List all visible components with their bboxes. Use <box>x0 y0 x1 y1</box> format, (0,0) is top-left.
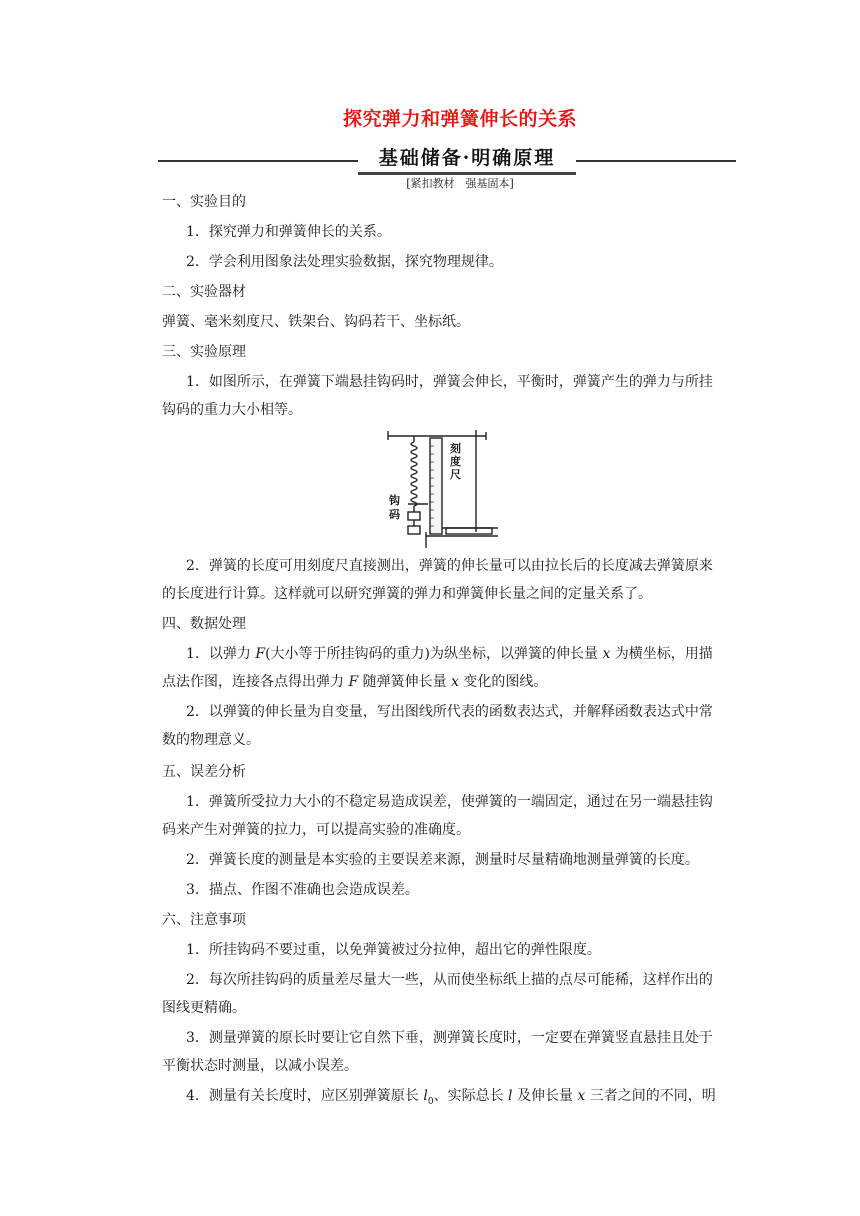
precaution-3-line-2: 平衡状态时测量，以减小误差。 <box>162 1058 358 1074</box>
heading-precautions: 六、注意事项 <box>162 912 246 928</box>
banner-box <box>358 145 576 175</box>
heading-purpose: 一、实验目的 <box>162 194 246 210</box>
weight-label: 钩码 <box>389 494 400 521</box>
precaution-2-line-2: 图线更精确。 <box>162 1000 246 1016</box>
banner-subtitle: [紧扣教材 强基固本] <box>406 177 514 190</box>
precaution-1: 1．所挂钩码不要过重，以免弹簧被过分拉伸，超出它的弹性限度。 <box>186 942 601 958</box>
error-3: 3．描点、作图不准确也会造成误差。 <box>186 882 419 898</box>
heading-equipment: 二、实验器材 <box>162 284 246 300</box>
processing-2-line-1: 2．以弹簧的伸长量为自变量，写出图线所代表的函数表达式，并解释函数表达式中常 <box>186 704 713 720</box>
principle-2-line-2: 的长度进行计算。这样就可以研究弹簧的弹力和弹簧伸长量之间的定量关系了。 <box>162 586 652 602</box>
processing-1-line-2: 点法作图，连接各点得出弹力 F 随弹簧伸长量 x 变化的图线。 <box>162 674 548 690</box>
apparatus-figure <box>386 428 498 548</box>
principle-1-line-1: 1．如图所示，在弹簧下端悬挂钩码时，弹簧会伸长，平衡时，弹簧产生的弹力与所挂 <box>186 374 713 390</box>
principle-2-line-1: 2．弹簧的长度可用刻度尺直接测出，弹簧的伸长量可以由拉长后的长度减去弹簧原来 <box>186 558 713 574</box>
section-banner <box>158 141 736 175</box>
processing-1-line-1: 1．以弹力 F(大小等于所挂钩码的重力)为纵坐标，以弹簧的伸长量 x 为横坐标，用描 <box>186 646 713 662</box>
purpose-item-2: 2．学会利用图象法处理实验数据，探究物理规律。 <box>186 254 503 270</box>
principle-1-line-2: 钩码的重力大小相等。 <box>162 402 302 418</box>
heading-data-processing: 四、数据处理 <box>162 616 246 632</box>
precaution-3-line-1: 3．测量弹簧的原长时要让它自然下垂，测弹簧长度时，一定要在弹簧竖直悬挂且处于 <box>186 1030 713 1046</box>
error-2: 2．弹簧长度的测量是本实验的主要误差来源，测量时尽量精确地测量弹簧的长度。 <box>186 852 699 868</box>
spring-apparatus-diagram <box>386 428 498 548</box>
equipment-list: 弹簧、毫米刻度尺、铁架台、钩码若干、坐标纸。 <box>162 314 470 330</box>
heading-principle: 三、实验原理 <box>162 344 246 360</box>
processing-2-line-2: 数的物理意义。 <box>162 732 260 748</box>
banner-text: 基础储备·明确原理 <box>378 147 556 169</box>
error-1-line-1: 1．弹簧所受拉力大小的不稳定易造成误差，使弹簧的一端固定，通过在另一端悬挂钩 <box>186 794 713 810</box>
heading-error-analysis: 五、误差分析 <box>162 764 246 780</box>
precaution-4-line-1: 4．测量有关长度时，应区别弹簧原长 $l_0$、实际总长 l 及伸长量 x 三者之间的不同，明 <box>186 1088 716 1107</box>
error-1-line-2: 码来产生对弹簧的拉力，可以提高实验的准确度。 <box>162 822 470 838</box>
precaution-2-line-1: 2．每次所挂钩码的质量差尽量大一些，从而使坐标纸上描的点尽可能稀，这样作出的 <box>186 972 713 988</box>
page-title: 探究弹力和弹簧伸长的关系 <box>342 108 577 130</box>
purpose-item-1: 1．探究弹力和弹簧伸长的关系。 <box>186 224 391 240</box>
ruler-label: 刻度尺 <box>450 442 461 481</box>
